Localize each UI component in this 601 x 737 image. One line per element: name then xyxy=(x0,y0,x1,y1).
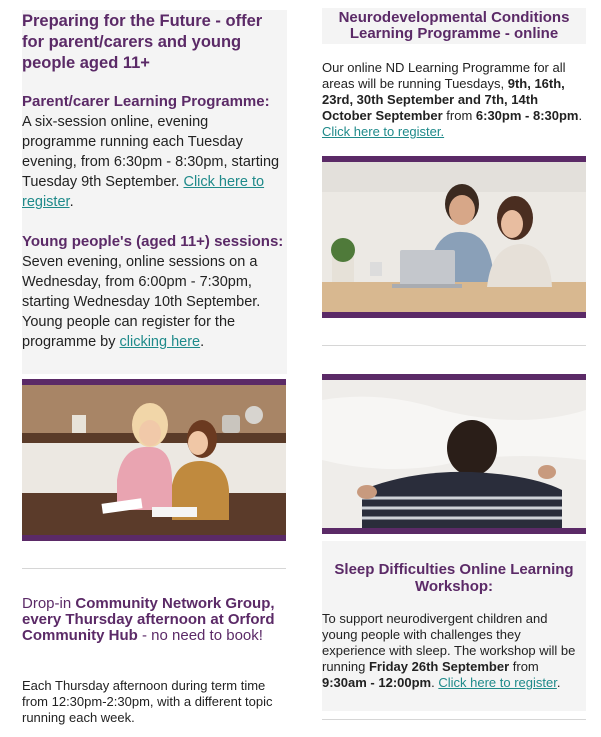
parent-daughter-illustration xyxy=(22,385,286,535)
parent-programme-heading: Parent/carer Learning Programme: xyxy=(22,93,270,110)
left-divider xyxy=(22,568,286,569)
parent-register-link[interactable]: Click here to register xyxy=(22,174,265,210)
young-people-body: Seven evening, online sessions on a Wednesday, from 6:00pm - 7:30pm, starting Wednesday 10th September. Young people can register for the programme by xyxy=(22,254,261,350)
drop-in-prefix: Drop-in xyxy=(22,595,76,612)
child-bed-illustration xyxy=(322,380,586,528)
sleep-workshop-text: To support neurodivergent children and young people with challenges they experience with sleep. The workshop will be running Friday 26th September from 9:30am - 12:00pm. Click here to register. xyxy=(322,611,576,690)
drop-in-bold: Community Network Group, every Thursday afternoon at Orford Community Hub xyxy=(22,595,275,644)
nd-text-part2: from xyxy=(442,108,476,123)
child-bed-photo xyxy=(322,374,586,534)
drop-in-description: Each Thursday afternoon during term time from 12:30pm-2:30pm, with a different topic running each week. xyxy=(22,678,273,725)
nd-dates: 9th, 16th, 23rd, 30th September and 7th, 14th October September xyxy=(322,76,565,123)
parent-programme-text: A six-session online, evening programme running each Tuesday evening, from 6:30pm - 8:30pm, starting Tuesday 9th September. Click here to register. xyxy=(22,114,280,210)
nd-register-link[interactable]: Click here to register. xyxy=(322,124,445,139)
preparing-future-title: Preparing for the Future - offer for parent/carers and young people aged 11+ xyxy=(22,12,263,72)
parent-programme-body: A six-session online, evening programme running each Tuesday evening, from 6:30pm - 8:30pm, starting Tuesday 9th September. xyxy=(22,114,280,190)
young-people-register-link[interactable]: clicking here xyxy=(119,334,201,350)
sleep-date: Friday 26th September xyxy=(368,659,510,674)
sleep-text-part2: from xyxy=(509,659,539,674)
sleep-text-part1: To support neurodivergent children and young people with challenges they experience with sleep. The workshop will be running xyxy=(322,611,576,674)
drop-in-group-title xyxy=(22,596,287,644)
sleep-times: 9:30am - 12:00pm xyxy=(322,675,432,690)
couple-laptop-illustration xyxy=(322,162,586,312)
nd-times: 6:30pm - 8:30pm xyxy=(475,108,579,123)
parent-daughter-photo xyxy=(22,379,286,541)
young-people-heading: Young people's (aged 11+) sessions: xyxy=(22,233,284,250)
sleep-register-link[interactable]: Click here to register xyxy=(438,675,557,690)
nd-programme-text: Our online ND Learning Programme for all areas will be running Tuesdays, 9th, 16th, 23rd, 30th September and 7th, 14th October September from 6:30pm - 8:30pm. Click here to register. xyxy=(322,60,583,139)
drop-in-suffix: - no need to book! xyxy=(137,627,263,644)
sleep-workshop-title: Sleep Difficulties Online Learning Workshop: xyxy=(334,561,574,595)
right-divider-2 xyxy=(322,719,586,720)
couple-laptop-photo xyxy=(322,156,586,318)
right-divider-1 xyxy=(322,345,586,346)
nd-text-part1: Our online ND Learning Programme for all areas will be running Tuesdays, xyxy=(322,60,566,91)
nd-programme-title: Neurodevelopmental Conditions Learning Programme - online xyxy=(338,9,570,42)
young-people-text: Seven evening, online sessions on a Wednesday, from 6:00pm - 7:30pm, starting Wednesday 10th September. Young people can register for the programme by clicking here. xyxy=(22,254,261,350)
